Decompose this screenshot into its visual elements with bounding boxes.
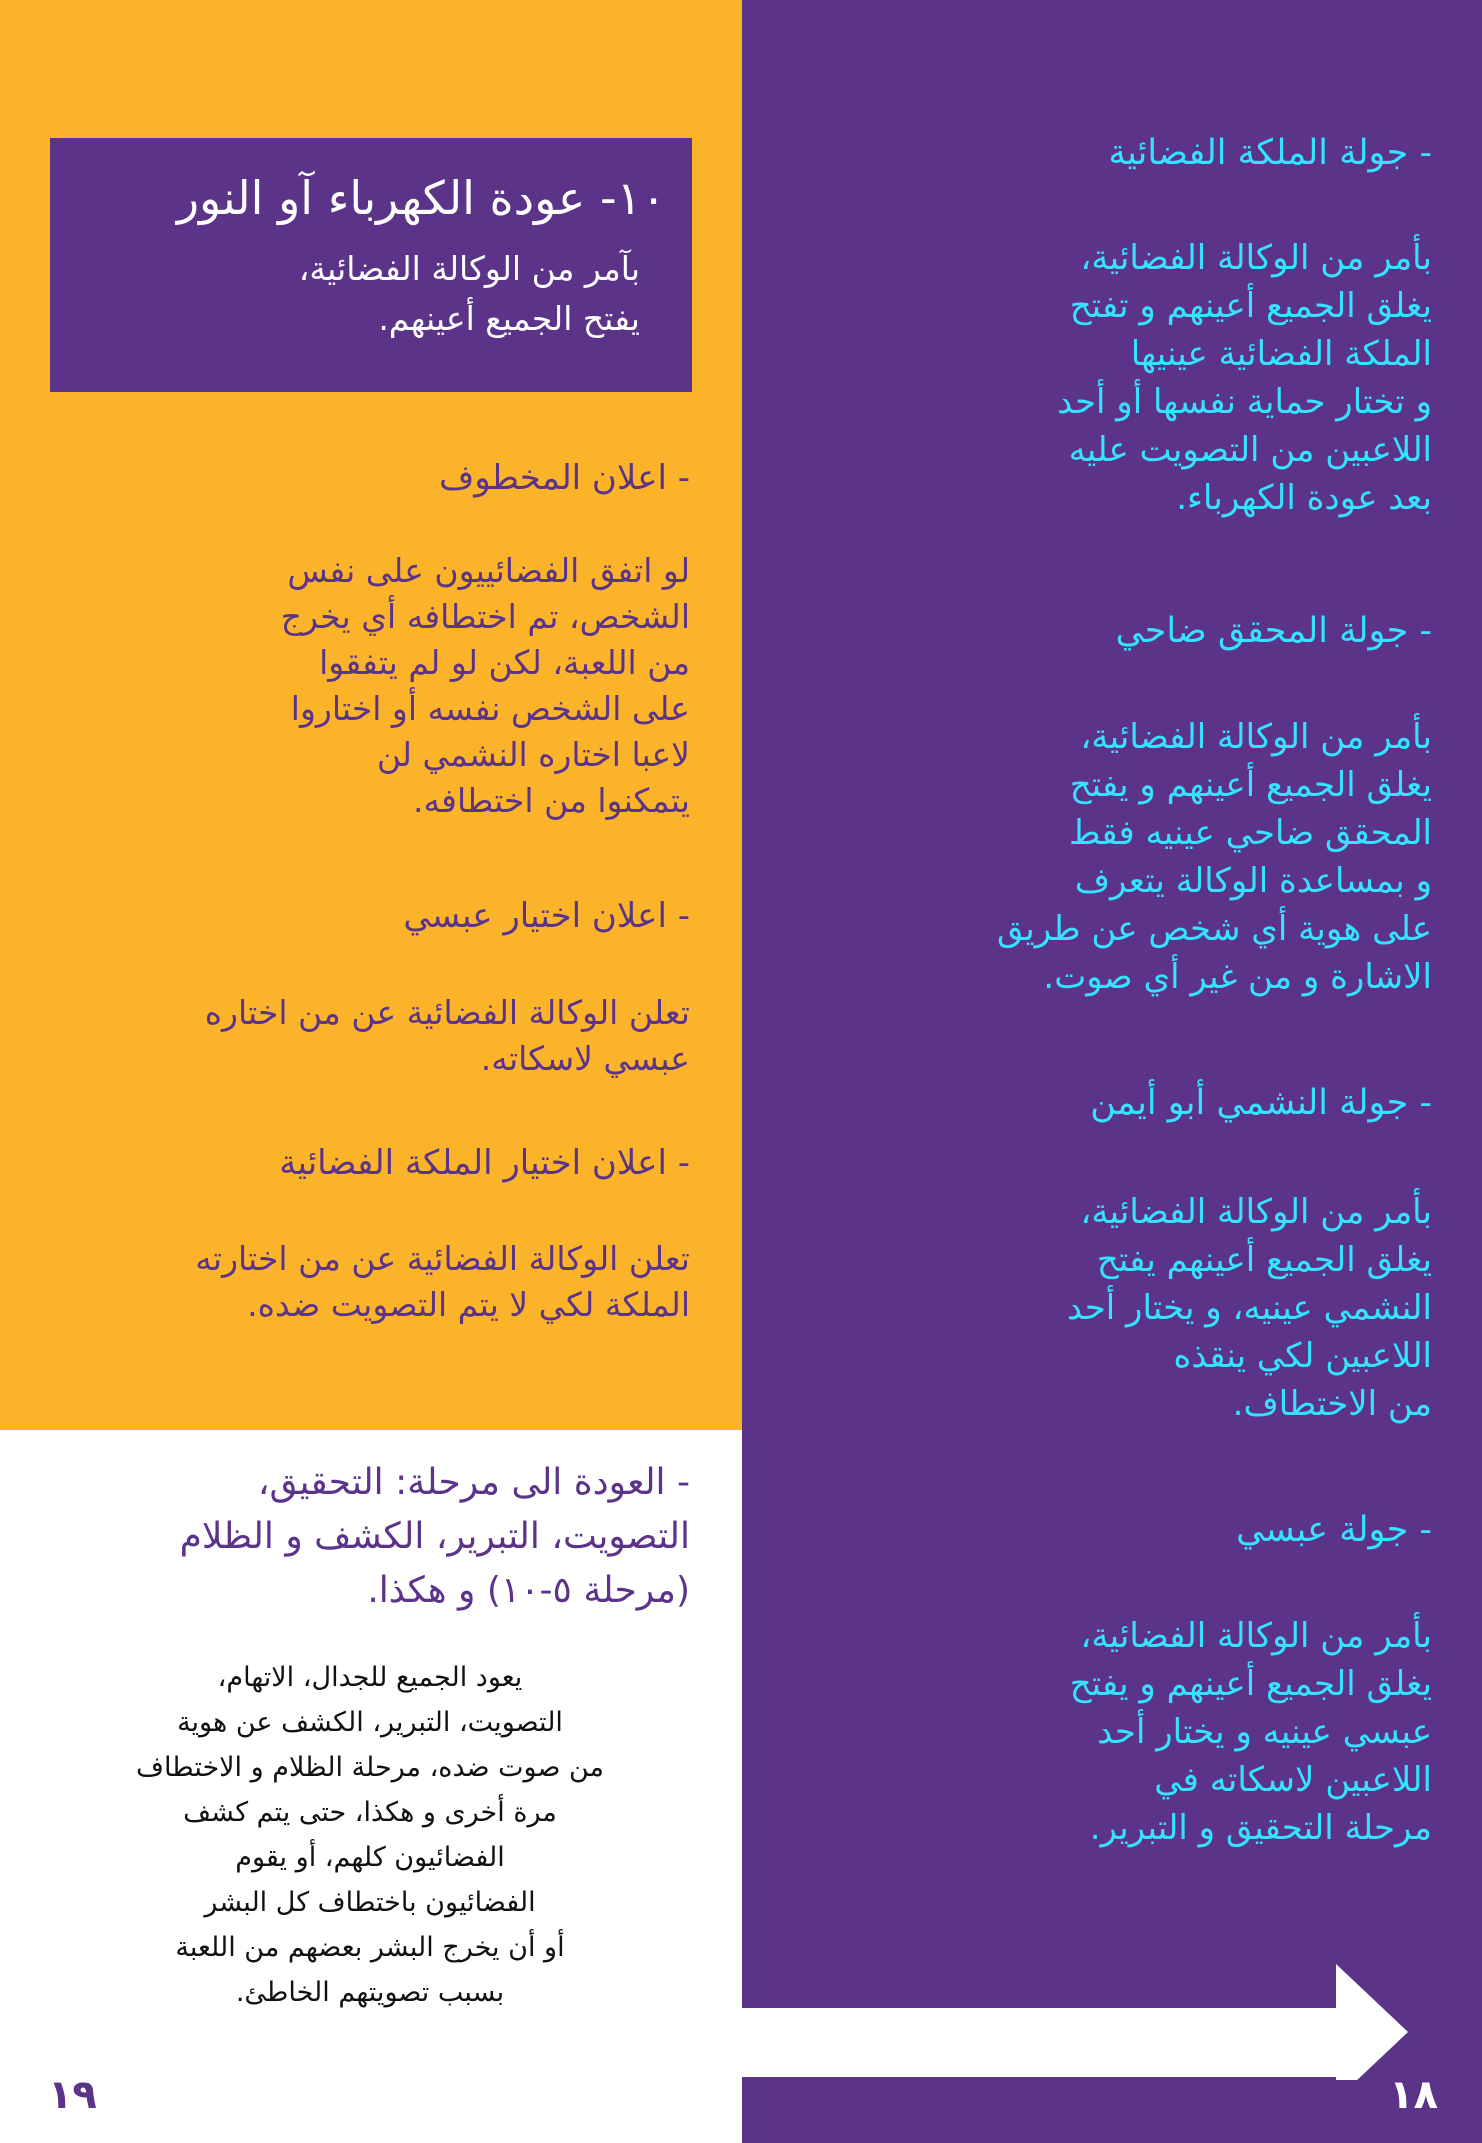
- left-heading-1: - اعلان المخطوف: [439, 458, 690, 498]
- right-paragraph-1: بأمر من الوكالة الفضائية، يغلق الجميع أعينهم و تفتح الملكة الفضائية عينيها و تختار حماية نفسها أو أحد اللاعبين من التصويت عليه بعد عودة الكهرباء.: [1057, 238, 1432, 518]
- left-paragraph-2: تعلن الوكالة الفضائية عن من اختاره عبسي لاسكاته.: [204, 993, 690, 1078]
- left-paragraph-1: لو اتفق الفضائييون على نفس الشخص، تم اختطافه أي يخرج من اللعبة، لكن لو لم يتفقوا على الشخص نفسه أو اختاروا لاعبا اختاره النشمي لن يتمكنوا من اختطافه.: [280, 551, 690, 820]
- right-heading-1: - جولة الملكة الفضائية: [1108, 133, 1432, 173]
- left-heading-3: - اعلان اختيار الملكة الفضائية: [279, 1143, 690, 1183]
- right-heading-2: - جولة المحقق ضاحي: [1115, 611, 1432, 651]
- page-number-left: ١٩: [48, 2072, 97, 2118]
- page-number-right: ١٨: [1389, 2072, 1438, 2118]
- right-paragraph-2: بأمر من الوكالة الفضائية، يغلق الجميع أعينهم و يفتح المحقق ضاحي عينيه فقط و بمساعدة الوكالة يتعرف على هوية أي شخص عن طريق الاشارة و من غير أي صوت.: [996, 717, 1432, 997]
- bottom-heading: - العودة الى مرحلة: التحقيق، التصويت، التبرير، الكشف و الظلام (مرحلة ٥-١٠) و هكذا.: [179, 1462, 690, 1611]
- right-paragraph-3: بأمر من الوكالة الفضائية، يغلق الجميع أعينهم يفتح النشمي عينيه، و يختار أحد اللاعبين لكي ينقذه من الاختطاف.: [1066, 1192, 1432, 1424]
- title-box: [50, 138, 692, 392]
- left-paragraph-3: تعلن الوكالة الفضائية عن من اختارته الملكة لكي لا يتم التصويت ضده.: [195, 1239, 690, 1324]
- title-box-body: بآمر من الوكالة الفضائية، يفتح الجميع أعينهم.: [298, 249, 640, 338]
- section-title: ١٠- عودة الكهرباء آو النور: [176, 171, 666, 225]
- right-heading-3: - جولة النشمي أبو أيمن: [1090, 1083, 1432, 1123]
- left-heading-2: - اعلان اختيار عبسي: [403, 896, 690, 936]
- right-paragraph-4: بأمر من الوكالة الفضائية، يغلق الجميع أعينهم و يفتح عبسي عينيه و يختار أحد اللاعبين لاسكاته في مرحلة التحقيق و التبرير.: [1069, 1616, 1432, 1848]
- bottom-paragraph: يعود الجميع للجدال، الاتهام، التصويت، التبرير، الكشف عن هوية من صوت ضده، مرحلة الظلام و الاختطاف مرة أخرى و هكذا، حتى يتم كشف الفضائيون كلهم، أو يقوم الفضائيون باختطاف كل البشر أو أن يخرج البشر بعضهم من اللعبة بسبب تصويتهم الخاطئ.: [135, 1662, 605, 2008]
- right-heading-4: - جولة عبسي: [1236, 1510, 1432, 1550]
- arrow-right-icon: [742, 1960, 1482, 2080]
